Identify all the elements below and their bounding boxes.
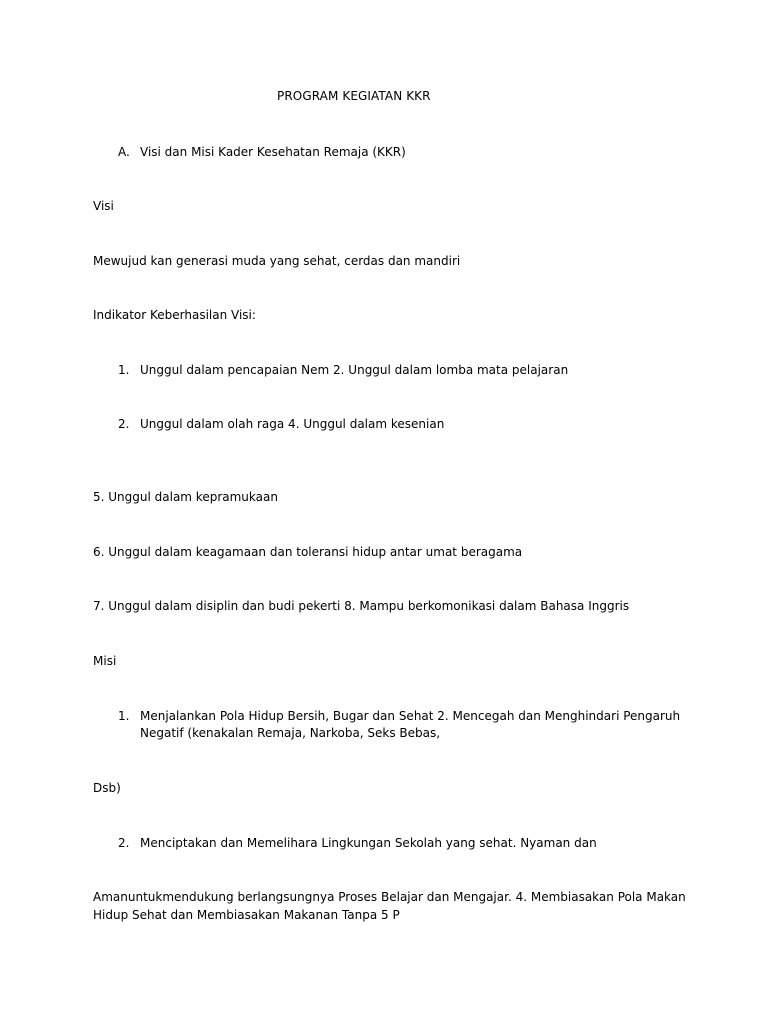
misi-item-1-line-2: Negatif (kenakalan Remaja, Narkoba, Seks Bebas, [140, 726, 441, 740]
indikator-item-2-marker: 2. [118, 417, 130, 431]
misi-dsb: Dsb) [93, 781, 121, 795]
indikator-heading: Indikator Keberhasilan Visi: [93, 308, 256, 322]
indikator-item-5: 5. Unggul dalam kepramukaan [93, 490, 278, 504]
section-a-marker: A. [118, 145, 130, 159]
misi-heading: Misi [93, 654, 117, 668]
indikator-item-1-marker: 1. [118, 363, 130, 377]
misi-item-2-line-1: Menciptakan dan Memelihara Lingkungan Sekolah yang sehat. Nyaman dan [140, 836, 597, 850]
final-paragraph-line-2: Hidup Sehat dan Membiasakan Makanan Tanpa 5 P [93, 908, 400, 922]
misi-item-1-line-1: Menjalankan Pola Hidup Bersih, Bugar dan Sehat 2. Mencegah dan Menghindari Pengaruh [140, 709, 681, 723]
indikator-item-7: 7. Unggul dalam disiplin dan budi pekerti 8. Mampu berkomonikasi dalam Bahasa Inggris [93, 599, 630, 613]
indikator-item-2: Unggul dalam olah raga 4. Unggul dalam kesenian [140, 417, 445, 431]
section-a-heading: Visi dan Misi Kader Kesehatan Remaja (KKR) [140, 145, 406, 159]
visi-text: Mewujud kan generasi muda yang sehat, cerdas dan mandiri [93, 254, 461, 268]
final-paragraph-line-1: Amanuntukmendukung berlangsungnya Proses Belajar dan Mengajar. 4. Membiasakan Pola Makan [93, 890, 686, 904]
misi-item-1-marker: 1. [118, 709, 130, 723]
visi-heading: Visi [93, 199, 114, 213]
misi-item-2-marker: 2. [118, 836, 130, 850]
indikator-item-1: Unggul dalam pencapaian Nem 2. Unggul dalam lomba mata pelajaran [140, 363, 569, 377]
indikator-item-6: 6. Unggul dalam keagamaan dan toleransi hidup antar umat beragama [93, 545, 523, 559]
document-title: PROGRAM KEGIATAN KKR [277, 89, 431, 103]
